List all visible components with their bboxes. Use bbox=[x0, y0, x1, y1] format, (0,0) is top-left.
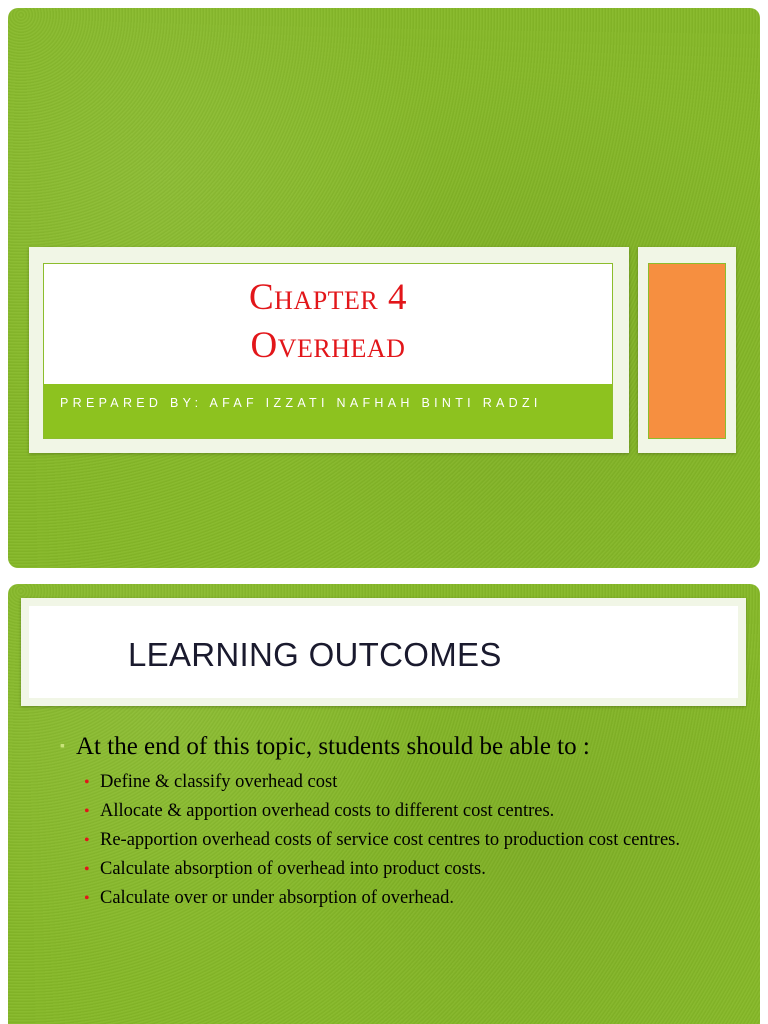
bullet-icon: • bbox=[84, 803, 90, 820]
list-item bbox=[84, 828, 740, 853]
slide-content bbox=[60, 730, 740, 915]
orange-accent-block bbox=[648, 263, 726, 439]
list-item bbox=[84, 799, 740, 824]
heading-box bbox=[29, 606, 738, 698]
title-slide bbox=[8, 8, 760, 568]
title-panel bbox=[29, 247, 629, 453]
accent-panel bbox=[638, 247, 736, 453]
bullet-icon: • bbox=[84, 861, 90, 878]
title-line-2: Overhead bbox=[250, 325, 406, 366]
list-item-text: Calculate absorption of overhead into product costs. bbox=[100, 859, 486, 879]
list-item-text: Define & classify overhead cost bbox=[100, 772, 338, 792]
lead-paragraph bbox=[60, 730, 740, 764]
list-item-text: Calculate over or under absorption of overhead. bbox=[100, 888, 454, 908]
title-box bbox=[43, 263, 613, 439]
list-item bbox=[84, 857, 740, 882]
slide-heading: LEARNING OUTCOMES bbox=[128, 636, 502, 673]
learning-outcomes-slide bbox=[8, 584, 760, 1024]
title-line-1: Chapter 4 bbox=[248, 277, 408, 318]
lead-bullet-icon: ▪ bbox=[60, 739, 65, 754]
list-item-text: Allocate & apportion overhead costs to different cost centres. bbox=[100, 801, 555, 821]
slide-title bbox=[44, 274, 612, 370]
heading-panel bbox=[21, 598, 746, 706]
lead-text: At the end of this topic, students should be able to : bbox=[76, 733, 590, 760]
outcome-list bbox=[60, 770, 740, 911]
list-item bbox=[84, 886, 740, 911]
bullet-icon: • bbox=[84, 832, 90, 849]
bullet-icon: • bbox=[84, 774, 90, 791]
bullet-icon: • bbox=[84, 890, 90, 907]
slide-subtitle: PREPARED BY: AFAF IZZATI NAFHAH BINTI RADZI bbox=[60, 396, 542, 410]
subtitle-band bbox=[44, 384, 612, 438]
list-item-text: Re-apportion overhead costs of service cost centres to production cost centres. bbox=[100, 830, 680, 850]
list-item bbox=[84, 770, 740, 795]
